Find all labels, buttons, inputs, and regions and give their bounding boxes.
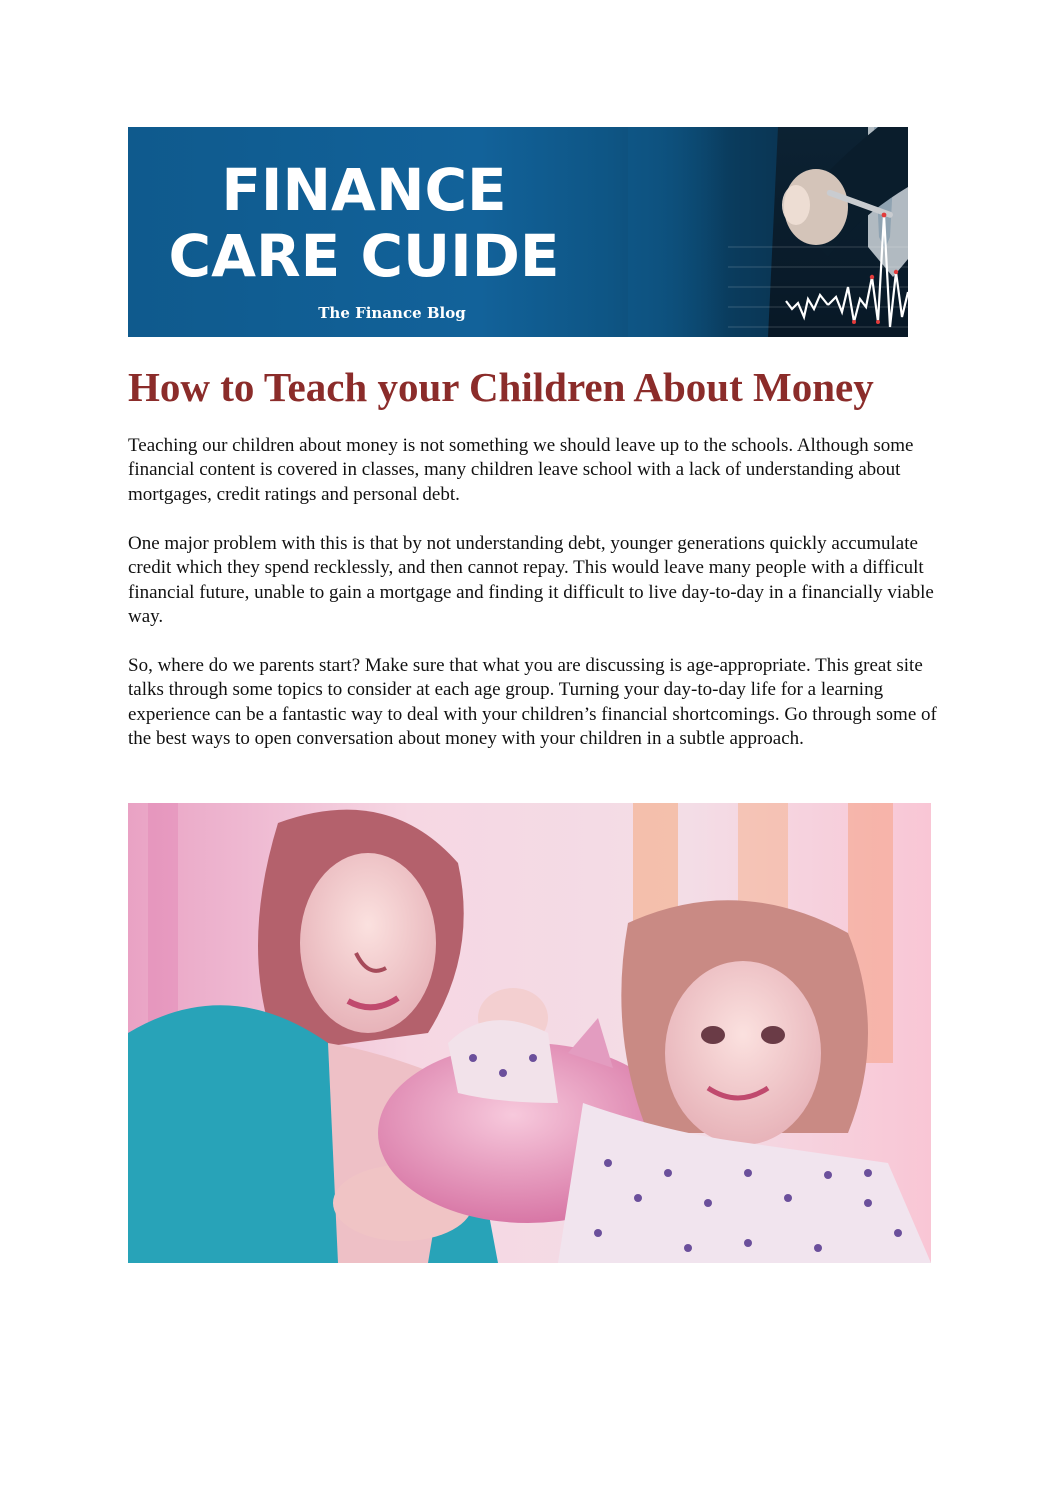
blog-banner [128,127,908,337]
banner-title-line-2: CARE CUIDE [168,222,560,290]
article-body [128,434,948,776]
article-paragraph: So, where do we parents start? Make sure that what you are discussing is age-appropriate. This great site talks through some topics to consider at each age group. Turning your day-to-day life for a learning experience can be a fantastic way to deal with your children’s financial shortcomings. Go through some of the best ways to open conversation about money with your children in a subtle approach. [128,655,937,750]
banner-title-line-1: FINANCE [221,156,507,224]
banner-title [128,157,600,289]
mother-daughter-piggy-bank-photo [128,803,931,1263]
article-paragraph: One major problem with this is that by not understanding debt, younger generations quickly accumulate credit which they spend recklessly, and then cannot repay. This would leave many people with a difficult financial future, unable to gain a mortgage and finding it difficult to live day-to-day in a financially viable way. [128,532,934,628]
businessman-chart-illustration [628,127,908,337]
banner-subtitle: The Finance Blog [318,304,466,322]
article-paragraph: Teaching our children about money is not something we should leave up to the schools. Although some financial content is covered in classes, many children leave school with a lack of understanding about mortgages, credit ratings and personal debt. [128,435,914,505]
article-title: How to Teach your Children About Money [128,364,874,410]
